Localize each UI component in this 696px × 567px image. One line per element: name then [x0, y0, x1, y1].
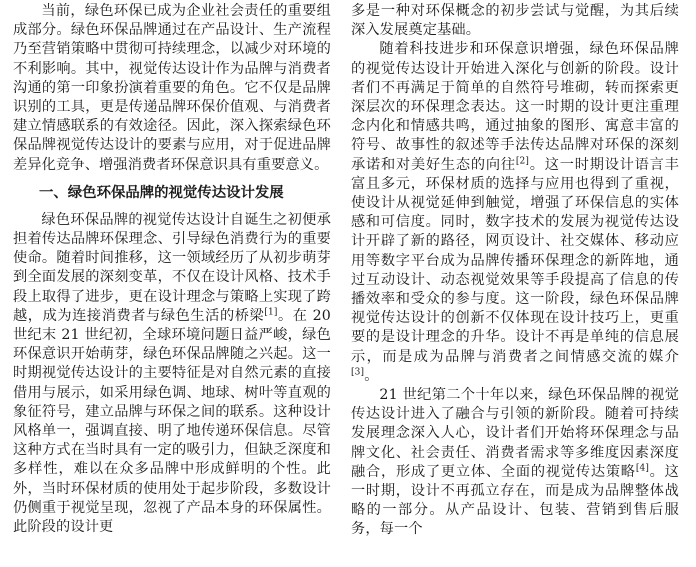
- right-column: [351, 2, 679, 540]
- intro-text: 当前，绿色环保已成为企业社会责任的重要组成部分。绿色环保品牌通过在产品设计、生产流程乃至营销策略中贯彻可持续理念，以减少对环境的不利影响。其中，视觉传达设计作为品牌与消费者沟通的第一印象扮演着重要的角色。它不仅是品牌识别的工具，更是传递品牌环保价值观、与消费者建立情感联系的有效途径。因此，深入探索绿色环保品牌视觉传达设计的要素与应用，对于促进品牌差异化竞争、增强消费者环保意识具有重要意义。: [13, 3, 331, 173]
- citation-3[interactable]: [3]: [351, 367, 365, 378]
- paragraph-text: 绿色环保品牌的视觉传达设计自诞生之初便承担着传达品牌环保理念、引导绿色消费行为的重要使命。随着时间推移，这一领域经历了从初步萌芽到全面发展的深刻变革，不仅在设计风格、技术手段上取得了进步，更在设计理念与策略上实现了跨越，成为连接消费者与绿色生活的桥梁: [13, 211, 331, 324]
- citation-4[interactable]: [4]: [635, 463, 650, 474]
- intro-paragraph: [13, 2, 331, 175]
- citation-2[interactable]: [2]: [515, 155, 530, 166]
- citation-1[interactable]: [1]: [264, 307, 278, 318]
- paragraph-text: 。: [364, 367, 379, 384]
- paragraph-text: 随着科技进步和环保意识增强，绿色环保品牌的视觉传达设计开始进入深化与创新的阶段。设计者们不再满足于简单的自然符号堆砌，转而探索更深层次的环保理念表达。这一时期的设计更注重理念内化和情感共鸣，通过抽象的图形、寓意丰富的符号、故事性的叙述等手法传达品牌对环保的深刻承诺和对美好生态的向往: [351, 41, 679, 173]
- paragraph-text: 21 世纪第二个十年以来，绿色环保品牌的视觉传达设计进入了融合与引领的新阶段。随着可持续发展理念深入人心，设计者们开始将环保理念与品牌文化、社会责任、消费者需求等多维度因素深度融合，形成了更立体、全面的视觉传达策略: [351, 387, 679, 480]
- paragraph-text: 。这一时期，设计不再孤立存在，而是成为品牌整体战略的一部分。从产品设计、包装、营销到售后服务，每一个: [351, 463, 679, 538]
- development-paragraph-1: [13, 211, 331, 537]
- paragraph-text: 多是一种对环保概念的初步尝试与觉醒，为其后续深入发展奠定基础。: [351, 3, 679, 39]
- development-paragraph-3: [351, 386, 679, 540]
- paragraph-text: 。这一时期设计语言丰富且多元，环保材质的选择与应用也得到了重视，使设计从视觉延伸到触觉，增强了环保信息的实体感和可信度。同时，数字技术的发展为视觉传达设计开辟了新的路径，网页设计、社交媒体、移动应用等数字平台成为品牌传播环保理念的新阵地，通过互动设计、动态视觉效果等手段提高了信息的传播效率和受众的参与度。这一阶段，绿色环保品牌视觉传达设计的创新不仅体现在设计技巧上，更重要的是设计理念的升华。设计不再是单纯的信息展示，而是成为品牌与消费者之间情感交流的媒介: [351, 156, 679, 365]
- left-column: [13, 2, 331, 537]
- section-heading: 一、绿色环保品牌的视觉传达设计发展: [39, 184, 284, 201]
- paragraph-text: 。在 20 世纪末 21 世纪初，全球环境问题日益严峻，绿色环保意识开始萌芽，绿色环保品牌随之兴起。这一时期视觉传达设计的主要特征是对自然元素的直接借用与展示，如采用绿色调、地球、树叶等直观的象征符号，建立品牌与环保之间的联系。这种设计风格单一，强调直接、明了地传递环保信息。尽管这种方式在当时具有一定的吸引力，但缺乏深度和多样性，难以在众多品牌中形成鲜明的个性。此外，当时环保材质的使用处于起步阶段，多数设计仍侧重于视觉呈现，忽视了产品本身的环保属性。此阶段的设计更: [13, 307, 331, 536]
- development-paragraph-2: [351, 40, 679, 386]
- development-paragraph-1-continued: [351, 2, 679, 40]
